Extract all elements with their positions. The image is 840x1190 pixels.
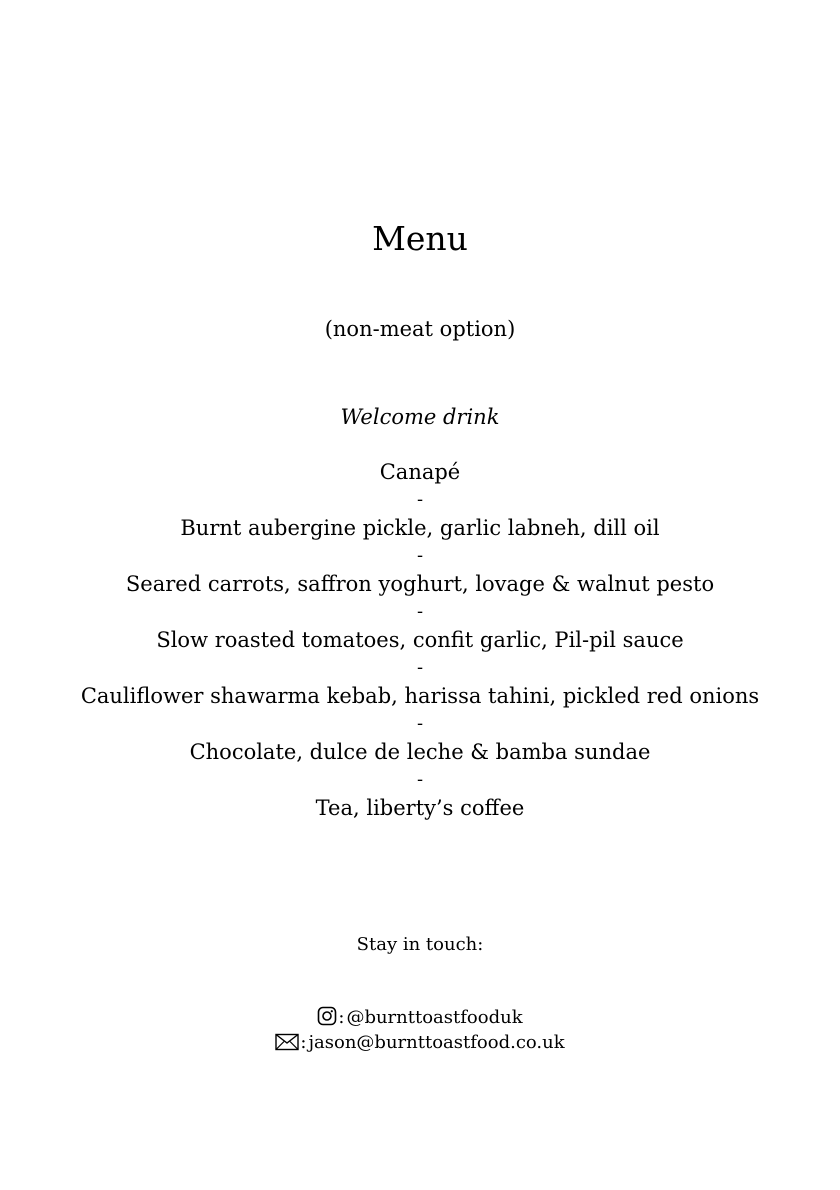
page-title: Menu: [372, 219, 468, 258]
course-list: [0, 458, 840, 822]
course-separator: -: [416, 713, 424, 734]
course-item: Burnt aubergine pickle, garlic labneh, dill oil: [180, 516, 660, 540]
course-item: Canapé: [379, 460, 461, 484]
email-colon: :: [300, 1032, 307, 1053]
instagram-colon: :: [338, 1007, 345, 1028]
course-item: Cauliflower shawarma kebab, harissa tahini, pickled red onions: [80, 684, 760, 708]
instagram-handle[interactable]: @burnttoastfooduk: [346, 1007, 523, 1028]
course-separator: -: [416, 489, 424, 510]
welcome-drink: Welcome drink: [340, 405, 500, 429]
course-separator: -: [416, 545, 424, 566]
course-item: Slow roasted tomatoes, confit garlic, Pil-pil sauce: [156, 628, 684, 652]
course-separator: -: [416, 769, 424, 790]
course-item: Seared carrots, saffron yoghurt, lovage & walnut pesto: [125, 572, 715, 596]
course-separator: -: [416, 657, 424, 678]
course-separator: -: [416, 601, 424, 622]
course-item: Chocolate, dulce de leche & bamba sundae: [189, 740, 651, 764]
email-address[interactable]: jason@burnttoastfood.co.uk: [308, 1032, 565, 1053]
course-item: Tea, liberty’s coffee: [315, 796, 525, 820]
stay-in-touch-heading: Stay in touch:: [356, 934, 484, 955]
menu-subtitle: (non-meat option): [324, 317, 516, 341]
envelope-icon: [275, 1033, 299, 1059]
email-contact: [0, 1030, 840, 1059]
